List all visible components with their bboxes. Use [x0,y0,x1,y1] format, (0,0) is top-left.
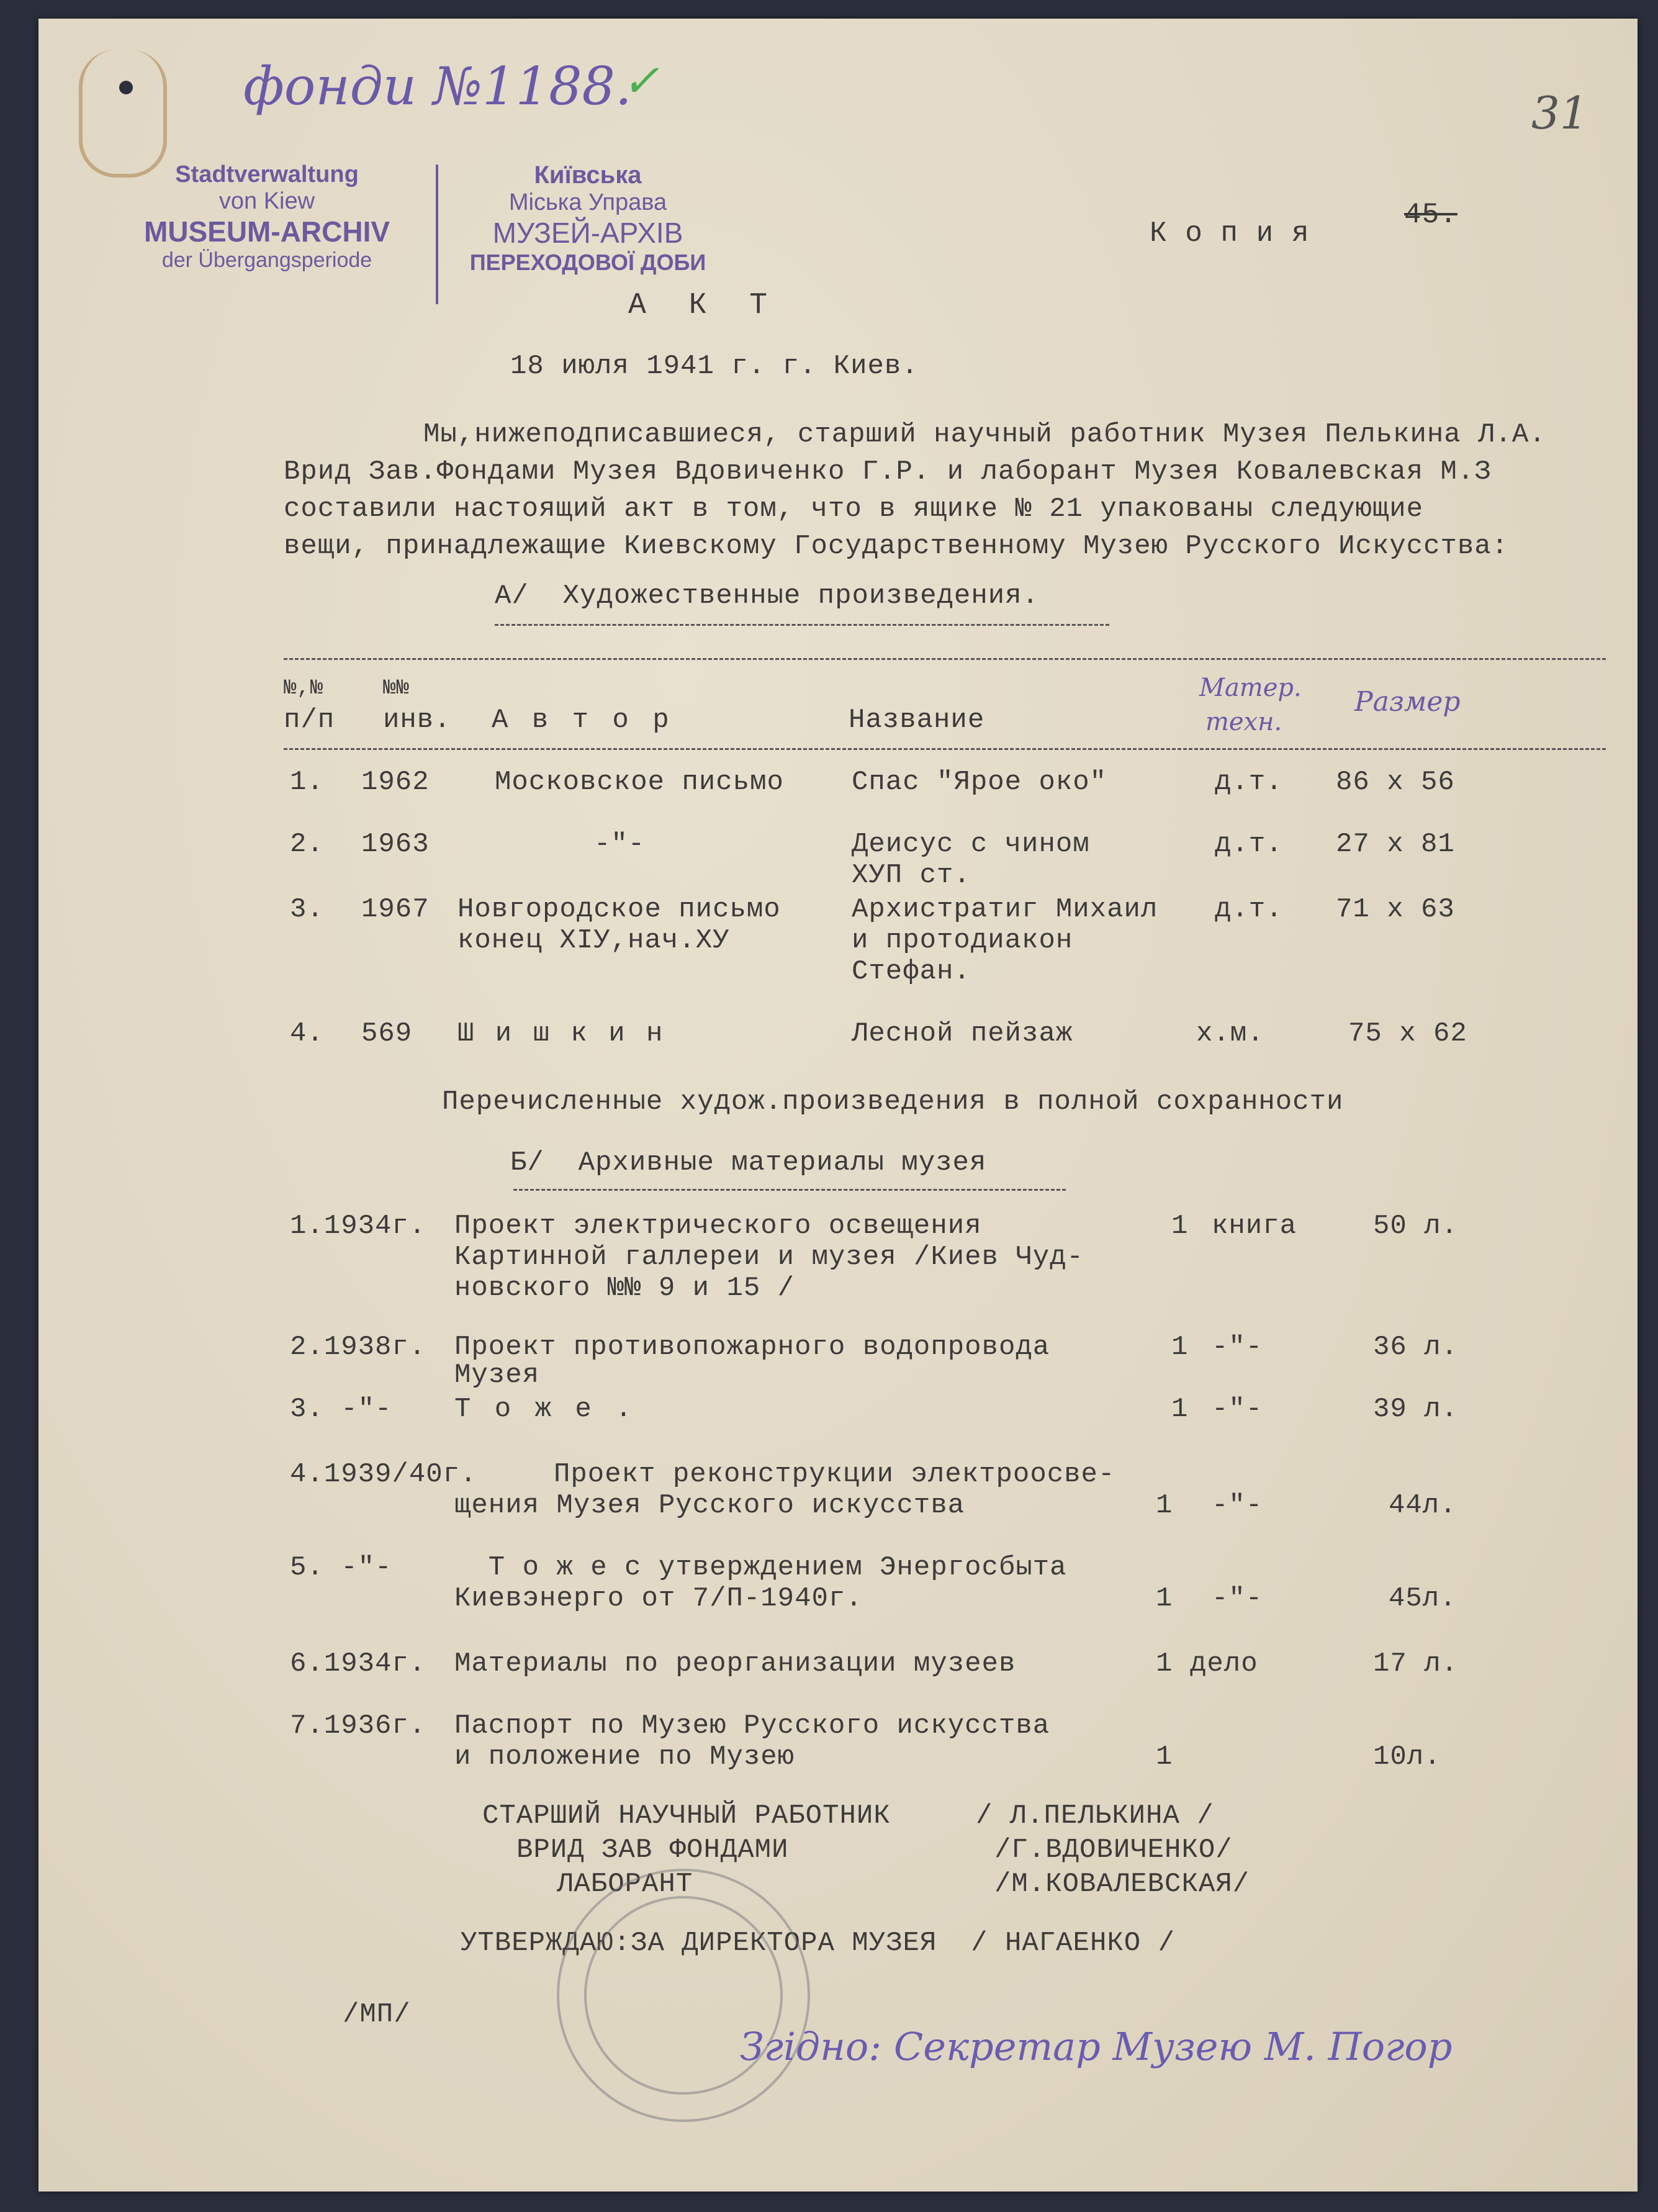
archive-row-pages: 45л. [1389,1583,1457,1614]
col-material-top: Матер. [1199,674,1302,702]
row-num: 2. [290,829,324,860]
row-author: Ш и ш к и н [457,1018,665,1049]
signature-name: / Л.ПЕЛЬКИНА / [976,1800,1214,1831]
row-num: 4. [290,1018,324,1049]
row-title: Лесной пейзаж [852,1018,1073,1049]
archive-row-unit: -"- [1212,1332,1263,1363]
preservation-note: Перечисленные худож.произведения в полной сохранности [442,1086,1344,1117]
row-tech: х.м. [1196,1018,1264,1049]
archive-row-qty: 1 [1156,1741,1173,1772]
signature-role: СТАРШИЙ НАУЧНЫЙ РАБОТНИК [482,1800,891,1831]
archive-row-pages: 39 л. [1373,1394,1459,1425]
round-seal [557,1869,810,2122]
row-author-line2: конец ХIУ,нач.ХУ [457,925,730,956]
intro-line: Врид Зав.Фондами Музея Вдовиченко Г.Р. и лаборант Музея Ковалевская М.З [284,456,1492,487]
archive-row-qty: 1 [1171,1211,1189,1242]
archive-row-desc: Т о ж е . [454,1394,636,1425]
archive-row-desc: щения Музея Русского искусства [454,1490,965,1521]
row-size: 71 х 63 [1336,894,1455,925]
signature-name: /М.КОВАЛЕВСКАЯ/ [994,1869,1250,1900]
archive-row-qty: 1 [1171,1394,1189,1425]
archive-row-qty: 1 [1156,1648,1173,1679]
col-num: п/п [284,705,335,736]
heading-underline [513,1189,1066,1191]
col-inv-top: №№ [383,677,410,700]
archive-row-desc: Музея [454,1360,540,1391]
archive-row-desc: новского №№ 9 и 15 / [454,1273,795,1304]
archive-row-unit: книга [1212,1211,1297,1242]
row-author: -"- [594,829,646,860]
col-author: А в т о р [492,705,673,736]
signature-role: ВРИД ЗАВ ФОНДАМИ [516,1835,789,1866]
row-title: Архистратиг Михаил [852,894,1158,925]
archive-row-desc: Т о ж е с утверждением Энергосбыта [454,1552,1067,1583]
archive-row-num: 4.1939/40г. [290,1459,477,1490]
archive-row-pages: 50 л. [1373,1211,1459,1242]
archive-row-desc: Материалы по реорганизации музеев [454,1648,1016,1679]
row-inv: 1962 [361,767,430,798]
document-page [38,19,1638,2192]
archive-row-pages: 10л. [1373,1741,1441,1772]
row-tech: д.т. [1215,894,1283,925]
handwritten-note: Згідно: Секретар Музею М. Погор [740,2024,1453,2069]
archive-row-pages: 36 л. [1373,1332,1459,1363]
archive-row-unit: -"- [1212,1394,1263,1425]
row-title-line2: и протодиакон [852,925,1073,956]
copy-label: К о п и я [1150,217,1310,250]
col-material: техн. [1205,708,1282,736]
archive-row-desc: Киевэнерго от 7/П-1940г. [454,1583,863,1614]
row-inv: 569 [361,1018,413,1049]
rust-mark [79,50,167,178]
intro-line: составили настоящий акт в том, что в ящике № 21 упакованы следующие [284,494,1424,525]
col-size: Размер [1354,686,1461,718]
archive-row-num: 5. -"- [290,1552,392,1583]
archive-row-desc: Проект электрического освещения [454,1211,982,1242]
archive-row-unit: дело [1190,1648,1258,1679]
section-a-heading: А/ Художественные произведения. [495,580,1039,612]
row-title-line2: ХУП ст. [852,860,971,891]
archive-row-num: 1.1934г. [290,1211,426,1242]
row-size: 86 х 56 [1336,767,1455,798]
archive-row-desc: и положение по Музею [454,1741,795,1772]
archive-row-num: 3. -"- [290,1394,392,1425]
row-author: Новгородское письмо [457,894,781,925]
archive-row-unit: -"- [1212,1583,1263,1614]
document-number: 45. [1404,199,1458,231]
museum-archive-stamp-de: Stadtverwaltung von Kiew MUSEUM-ARCHIV der Übergangsperiode [143,161,390,272]
archive-row-desc: Паспорт по Музею Русского искусства [454,1710,1050,1741]
row-title: Спас "Ярое око" [852,767,1107,798]
fond-annotation: фонди №1188. [243,56,632,117]
signature-name: /Г.ВДОВИЧЕНКО/ [994,1835,1233,1866]
archive-row-num: 2.1938г. [290,1332,426,1363]
row-author: Московское письмо [495,767,784,798]
section-b-heading: Б/ Архивные материалы музея [510,1147,987,1178]
archive-row-pages: 44л. [1389,1490,1457,1521]
date-place: 18 июля 1941 г. г. Киев. [510,351,919,382]
archive-row-qty: 1 [1156,1490,1173,1521]
row-num: 1. [290,767,324,798]
archive-row-unit: -"- [1212,1490,1263,1521]
archive-row-desc: Проект реконструкции электроосве- [554,1459,1115,1490]
archive-row-qty: 1 [1156,1583,1173,1614]
row-tech: д.т. [1215,767,1283,798]
archive-row-qty: 1 [1171,1332,1189,1363]
archive-row-num: 7.1936г. [290,1710,426,1741]
row-title: Деисус с чином [852,829,1090,860]
approval-line: УТВЕРЖДАЮ:ЗА ДИРЕКТОРА МУЗЕЯ / НАГАЕНКО / [461,1928,1175,1959]
table-header-rule [284,748,1606,750]
col-num-top: №,№ [284,677,324,700]
row-num: 3. [290,894,324,925]
row-title-line3: Стефан. [852,956,971,987]
row-inv: 1967 [361,894,430,925]
stamp-divider [436,165,438,304]
archive-row-pages: 17 л. [1373,1648,1459,1679]
act-title: А К Т [628,289,780,322]
check-mark: ✓ [622,55,660,107]
seal-placeholder: /МП/ [343,1999,411,2030]
page-number: 31 [1531,87,1588,139]
archive-row-desc: Проект противопожарного водопровода [454,1332,1050,1363]
intro-line: Мы,нижеподписавшиеся, старший научный работник Музея Пелькина Л.А. [423,419,1546,450]
row-size: 27 х 81 [1336,829,1455,860]
row-size: 75 х 62 [1348,1018,1467,1049]
row-inv: 1963 [361,829,430,860]
intro-line: вещи, принадлежащие Киевскому Государственному Музею Русского Искусства: [284,531,1509,562]
table-top-rule [284,658,1606,660]
archive-row-desc: Картинной галлереи и музея /Киев Чуд- [454,1242,1084,1273]
archive-row-num: 6.1934г. [290,1648,426,1679]
col-title: Название [849,705,985,736]
museum-archive-stamp-ua: Київська Міська Управа МУЗЕЙ-АРХІВ ПЕРЕХОДОВОЇ ДОБИ [469,161,706,275]
signature-role: ЛАБОРАНТ [557,1869,693,1900]
row-tech: д.т. [1215,829,1283,860]
heading-underline [495,624,1109,626]
col-inv: инв. [383,705,451,736]
